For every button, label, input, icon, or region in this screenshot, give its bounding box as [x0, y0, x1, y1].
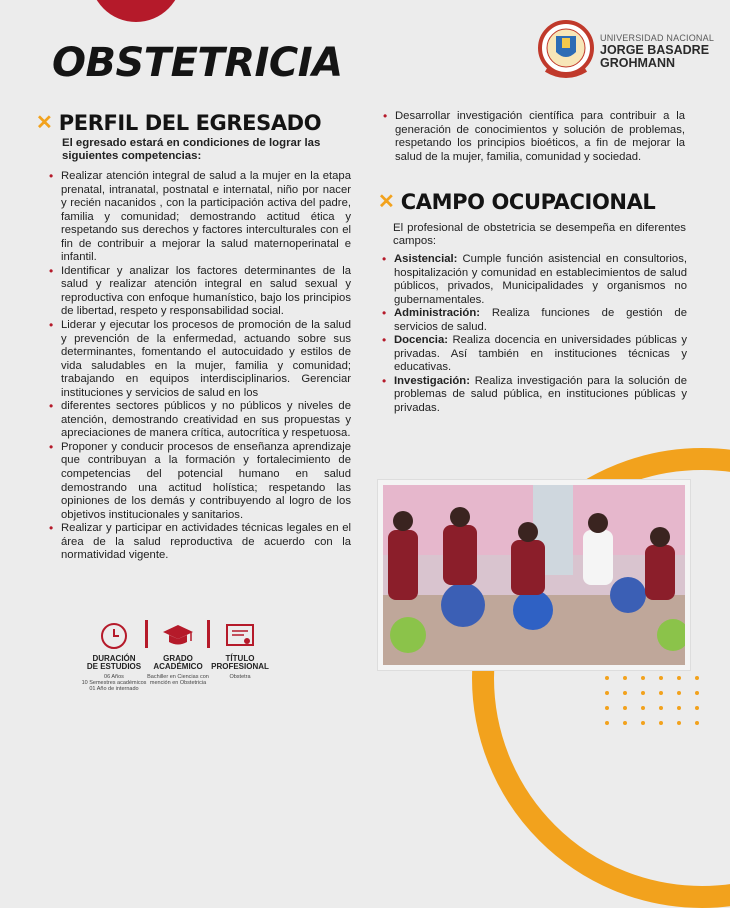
decorative-dot [677, 691, 681, 695]
perfil-competencies-list [49, 170, 351, 563]
grado-detail-2: mención en Obstetricia [149, 679, 207, 686]
decorative-dot [659, 706, 663, 710]
logo-subtitle: UNIVERSIDAD NACIONAL [600, 33, 715, 44]
decorative-dot [659, 676, 663, 680]
decorative-dot [695, 676, 699, 680]
list-item [382, 375, 687, 416]
decorative-dot [605, 721, 609, 725]
decorative-dot [677, 721, 681, 725]
logo-name-line2: GROHMANN [600, 55, 675, 70]
decorative-red-circle [90, 0, 182, 22]
decorative-dot [659, 721, 663, 725]
grado-label: GRADO [163, 654, 193, 663]
clock-icon [99, 621, 129, 651]
decorative-dot [695, 706, 699, 710]
decorative-dot [623, 706, 627, 710]
duracion-detail: 06 Años [104, 673, 124, 680]
decorative-dot [641, 721, 645, 725]
campo-text: Realiza investigación para la solución de problemas de salud pública, en instituciones públicas y privadas. [394, 374, 687, 415]
decorative-dot [623, 691, 627, 695]
logo-name-line1: JORGE BASADRE [600, 42, 710, 57]
info-titulo [206, 620, 274, 680]
university-seal-icon [538, 18, 594, 86]
x-bullet-icon: ✕ [36, 112, 53, 134]
university-logo [538, 18, 714, 86]
list-item [382, 307, 687, 334]
perfil-intro: El egresado estará en condiciones de lograr las siguientes competencias: [62, 137, 321, 163]
list-item: • Liderar y ejecutar los procesos de promoción de la salud y prevención de la enfermedad, actuando sobre sus determinantes, fomentando el autocuidado y estilos de vida saludables en la mujer, familia y comunidad; trabajando en equipos interdisciplinarios. Gerenciar instituciones y servicios de salud en los [49, 319, 351, 400]
decorative-dot [623, 721, 627, 725]
decorative-dot [605, 691, 609, 695]
duracion-detail-3: 01 Año de internado [89, 685, 139, 692]
campo-text: Cumple función asistencial en consultorios, hospitalización y comunidad en establecimientos de salud públicos, privados, Municipalidades y organismos no gubernamentales. [394, 253, 687, 306]
decorative-dot [623, 676, 627, 680]
decorative-dot [677, 706, 681, 710]
campo-intro: El profesional de obstetricia se desempeña en diferentes campos: [393, 222, 686, 248]
campo-label: Investigación: [394, 374, 470, 387]
decorative-dot [659, 691, 663, 695]
duracion-detail-2: 10 Semestres académicos [81, 679, 147, 686]
titulo-label: TÍTULO [225, 654, 255, 663]
list-item [382, 253, 687, 307]
decorative-dot [695, 691, 699, 695]
decorative-dot [695, 721, 699, 725]
page-title: OBSTETRICIA [52, 40, 343, 86]
decorative-dot [641, 691, 645, 695]
diploma-icon [225, 622, 255, 650]
campo-label: Administración: [394, 307, 480, 320]
decorative-dot [641, 706, 645, 710]
decorative-dot [605, 706, 609, 710]
decorative-dot-grid [605, 676, 715, 736]
list-item [382, 334, 687, 375]
list-item: • Desarrollar investigación científica para contribuir a la generación de conocimientos y solución de problemas, respetando los principios bioéticos, a fin de mejorar la salud de la mujer, familia, comunidad y sociedad. [383, 110, 685, 164]
campo-label: Asistencial: [394, 253, 458, 265]
x-bullet-icon: ✕ [378, 191, 395, 213]
list-item: • diferentes sectores públicos y no públicos y niveles de atención, demostrando creatividad en sus propuestas y apreciaciones de manera crítica, autocrítica y respetuosa. [49, 400, 351, 441]
campo-section-header [378, 190, 655, 214]
campo-list [382, 253, 687, 416]
campo-text: Realiza funciones de gestión de servicios de salud. [394, 307, 687, 333]
titulo-label-2: PROFESIONAL [211, 662, 269, 672]
list-item: • Identificar y analizar los factores determinantes de la salud y realizar atención integral en salud sexual y reproductiva con enfoque humanístico, bajo los principios de libertad, respeto y responsabilidad social. [49, 265, 351, 319]
perfil-section-header [36, 111, 321, 135]
campo-heading: CAMPO OCUPACIONAL [400, 190, 656, 214]
titulo-detail: Obstetra [229, 673, 251, 680]
duracion-label-2: DE ESTUDIOS [86, 662, 142, 672]
perfil-heading: PERFIL DEL EGRESADO [58, 111, 322, 135]
perfil-continued-list [383, 110, 685, 164]
grado-label-2: ACADÉMICO [153, 662, 203, 672]
list-item: • Proponer y conducir procesos de enseñanza aprendizaje que contribuyan a la formación y fortalecimiento de competencias del potencial humano en salud demostrando una actitud holística; respetando las opiniones de los demás y contribuyendo al logro de los objetivos institucionales y sanitarios. [49, 441, 351, 522]
students-exercise-illustration [383, 485, 685, 665]
decorative-dot [677, 676, 681, 680]
decorative-dot [641, 676, 645, 680]
duracion-label: DURACIÓN [92, 654, 136, 663]
grado-detail: Bachiller en Ciencias con [147, 673, 209, 680]
list-item: • Realizar atención integral de salud a la mujer en la etapa prenatal, intranatal, postnatal e internatal, niño por nacer y recién nacanidos , con la participación activa del padre, familia y comunidad; demostrando actitud ética y respetando sus derechos y factores interculturales con el fin de contribuir a mejorar la salud maternoperinatal e infantil. [49, 170, 351, 265]
campo-label: Docencia: [394, 334, 448, 347]
decorative-dot [605, 676, 609, 680]
list-item: • Realizar y participar en actividades técnicas legales en el área de la salud reproductiva de acuerdo con la normatividad vigente. [49, 522, 351, 563]
students-photo [378, 480, 690, 670]
campo-text: Realiza docencia en universidades públicas y privadas. Así también en instituciones técnicas y educativas. [394, 334, 687, 374]
graduation-cap-icon [161, 623, 195, 649]
